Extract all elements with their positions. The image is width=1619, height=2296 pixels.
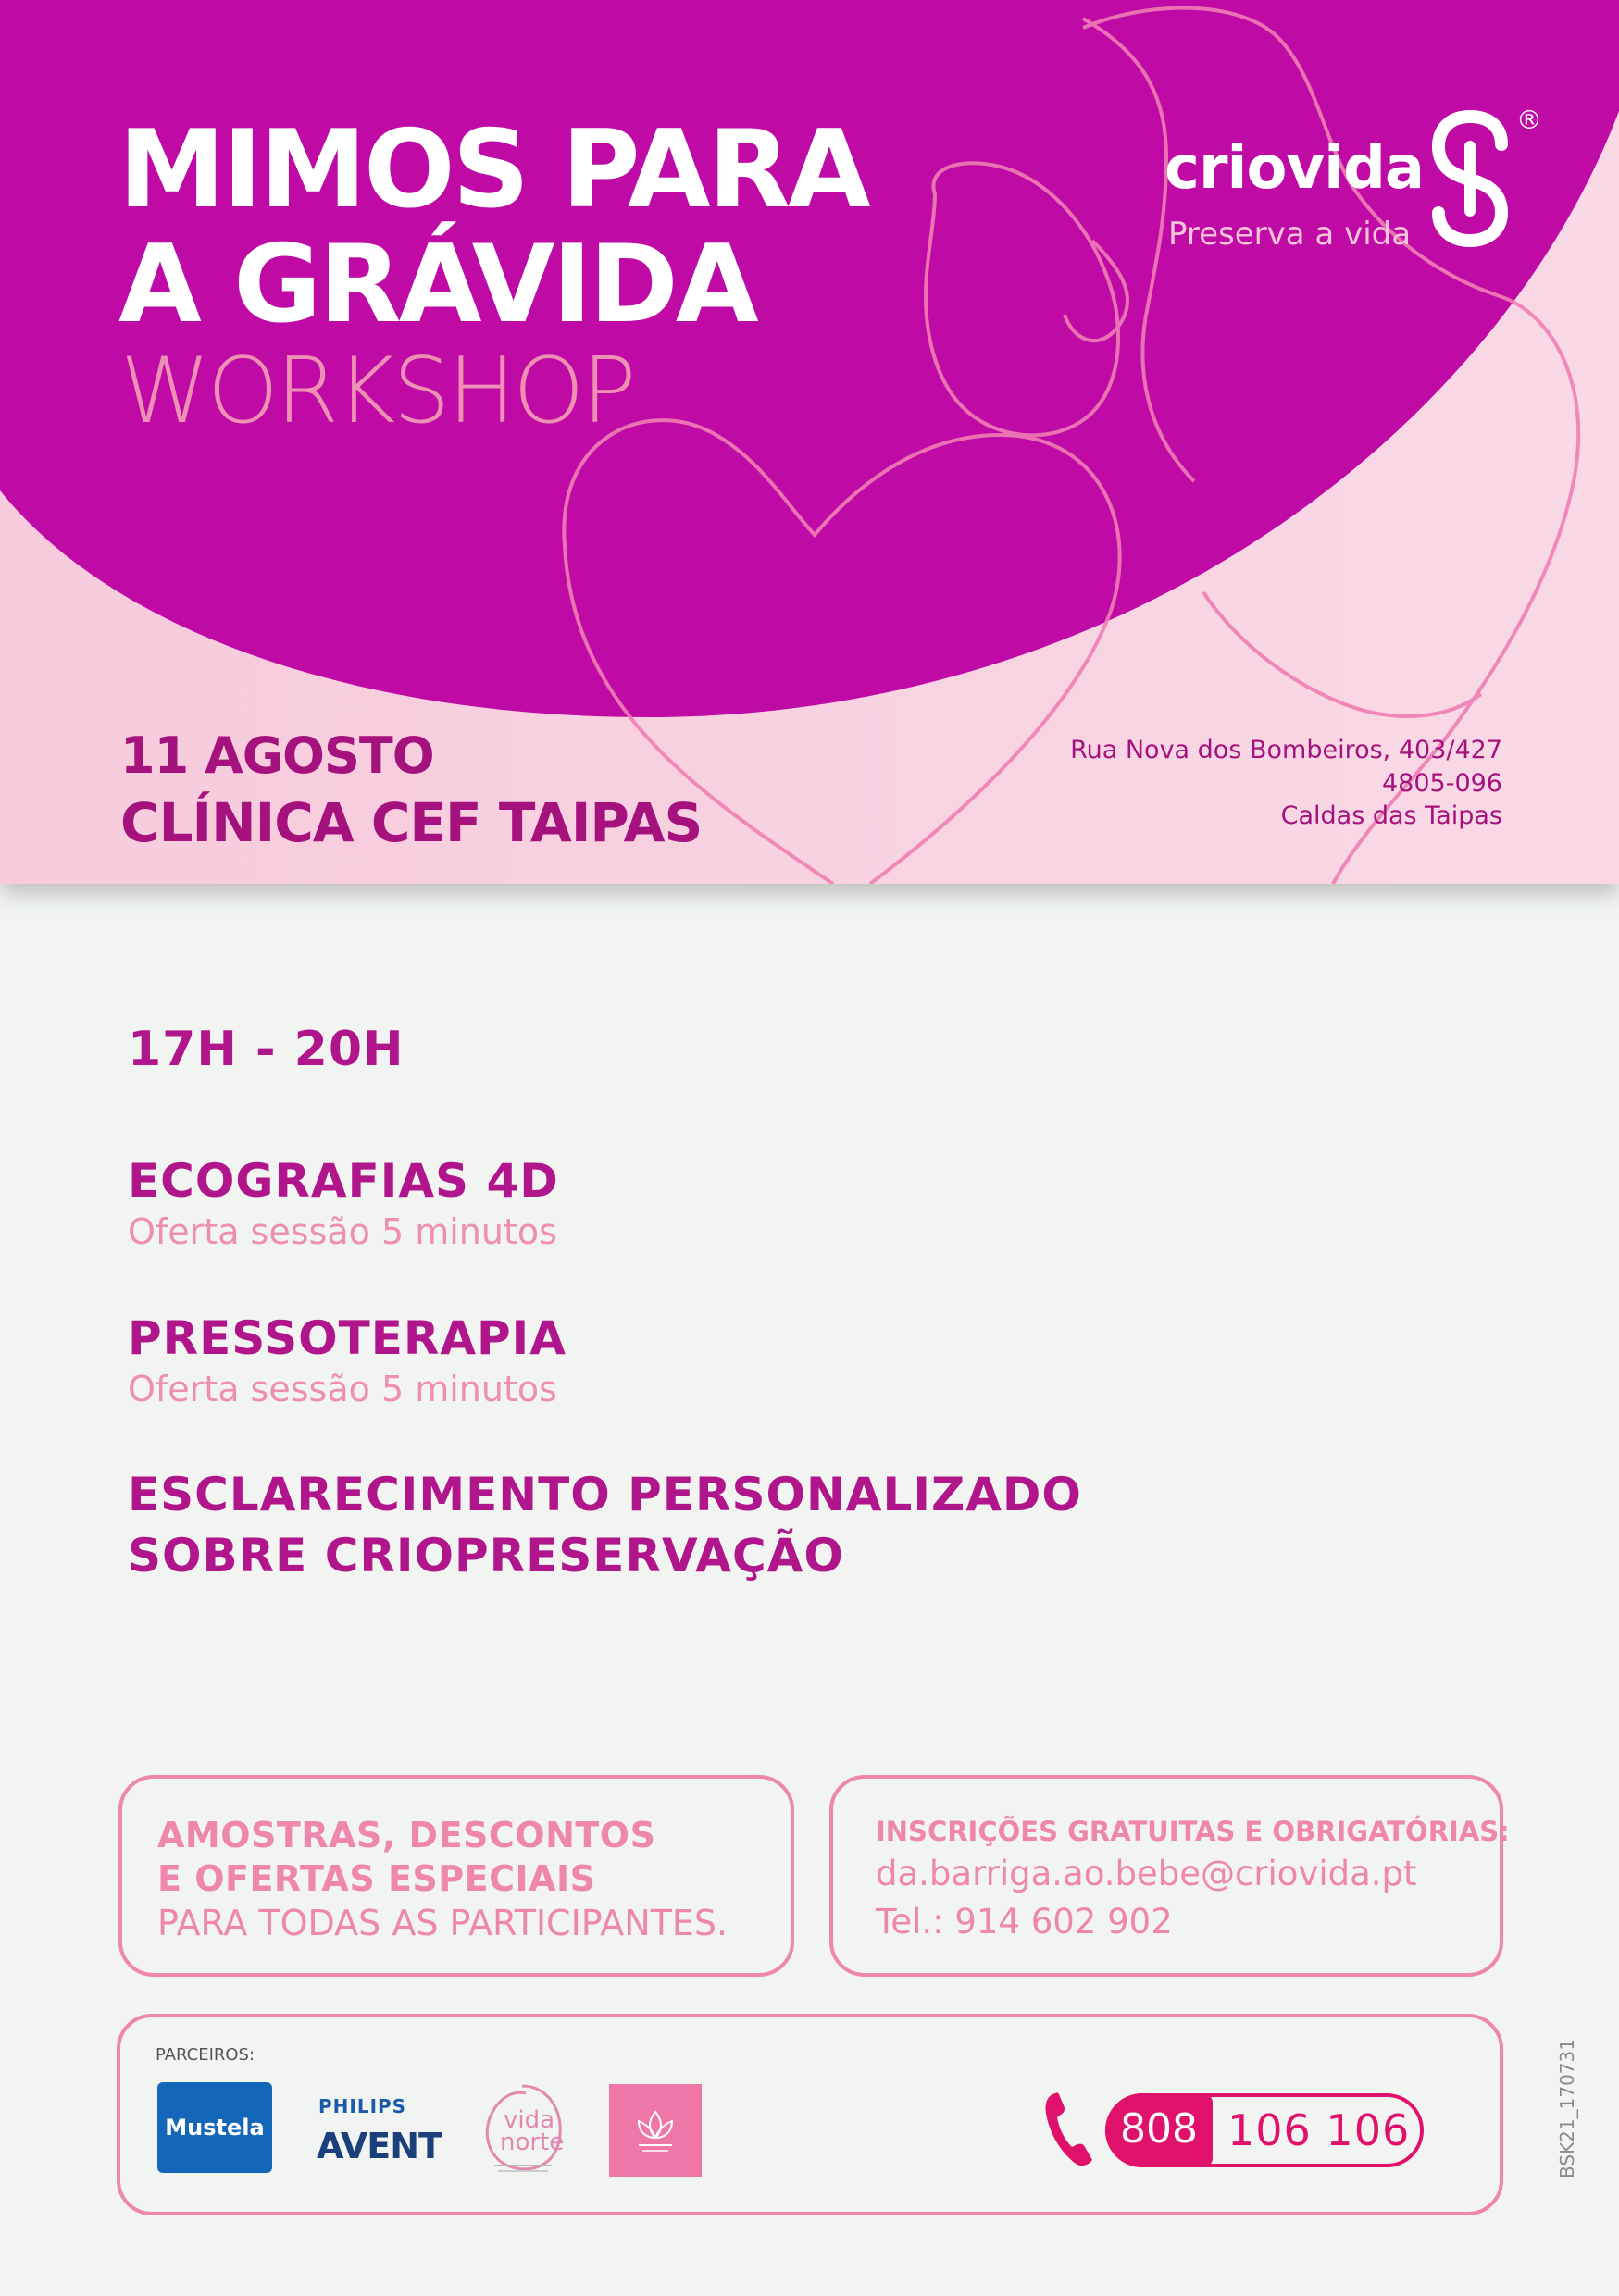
event-date: 11 AGOSTO	[120, 726, 434, 785]
program-item-subtitle: Oferta sessão 5 minutos	[128, 1211, 557, 1252]
registration-title: INSCRIÇÕES GRATUITAS E OBRIGATÓRIAS:	[876, 1816, 1510, 1847]
event-title-line1: MIMOS PARA	[118, 107, 868, 232]
event-venue: CLÍNICA CEF TAIPAS	[120, 791, 703, 854]
partners-label: PARCEIROS:	[156, 2045, 255, 2065]
offers-line: AMOSTRAS, DESCONTOS	[157, 1815, 656, 1855]
offers-line: PARA TODAS AS PARTICIPANTES.	[157, 1903, 729, 1943]
program-item-subtitle: Oferta sessão 5 minutos	[128, 1369, 557, 1409]
mustela-logo: Mustela	[157, 2082, 272, 2173]
avent-logo: AVENT	[317, 2126, 442, 2166]
brand-tagline: Preserva a vida	[1168, 216, 1412, 253]
philips-logo: PHILIPS	[318, 2095, 407, 2117]
program-item-title: PRESSOTERAPIA	[128, 1311, 567, 1365]
event-subtitle: WORKSHOP	[120, 339, 634, 444]
registration-phone[interactable]: Tel.: 914 602 902	[876, 1902, 1173, 1942]
program-item-title: SOBRE CRIOPRESERVAÇÃO	[128, 1529, 844, 1582]
offers-line: E OFERTAS ESPECIAIS	[157, 1858, 596, 1899]
address-street: Rua Nova dos Bombeiros, 403/427	[1070, 736, 1502, 764]
address-city: Caldas das Taipas	[1280, 801, 1502, 830]
phone-icon	[1042, 2090, 1094, 2167]
reference-code: BSK21_170731	[1556, 2039, 1578, 2178]
address-postal-code: 4805-096	[1382, 769, 1502, 798]
bioterapias-logo	[609, 2084, 702, 2177]
vida-logo-text: vida	[504, 2106, 555, 2134]
program-item-title: ESCLARECIMENTO PERSONALIZADO	[128, 1468, 1082, 1521]
registered-mark: ®	[1516, 105, 1542, 135]
registration-email[interactable]: da.barriga.ao.bebe@criovida.pt	[876, 1854, 1417, 1893]
program-item-title: ECOGRAFIAS 4D	[128, 1154, 559, 1208]
event-schedule: 17H - 20H	[128, 1022, 405, 1077]
criovida-logo-icon	[1431, 109, 1509, 248]
brand-name: criovida	[1164, 134, 1425, 203]
hotline-number[interactable]: 106 106	[1227, 2105, 1411, 2155]
event-title-line2: A GRÁVIDA	[118, 222, 756, 347]
hotline-prefix[interactable]: 808	[1120, 2105, 1198, 2153]
norte-logo-text: norte	[500, 2128, 565, 2156]
lotus-icon	[609, 2084, 702, 2177]
